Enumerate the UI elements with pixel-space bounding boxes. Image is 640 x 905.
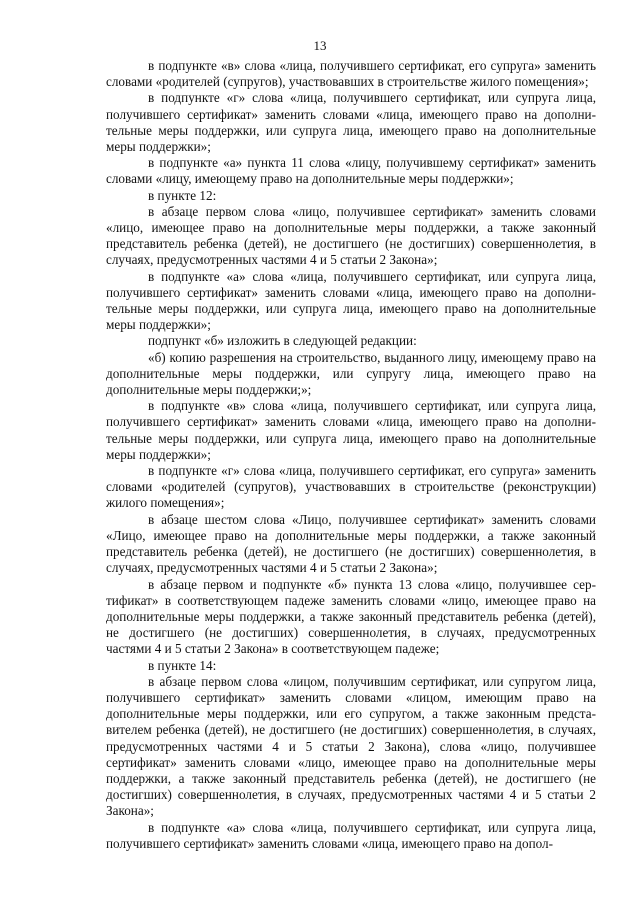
paragraph: в абзаце первом и подпункте «б» пункта 13 слова «лицо, получившее сертификат» в соответствующем падеже заменить словами «лицо, имеющее право на дополнительные меры поддержки, а также законный представитель ребенка (детей), не достигшего (не достигших) совершеннолетия, в случаях, предусмотренных частями 4 и 5 статьи 2 Закона» в соответствующем падеже; bbox=[106, 576, 596, 657]
page-number: 13 bbox=[313, 38, 327, 53]
paragraph: в подпункте «в» слова «лица, получившего сертификат, его супруга» заменить словами «родителей (супругов), участвовавших в строительстве жилого помещения»; bbox=[106, 58, 596, 90]
paragraph: в подпункте «а» слова «лица, получившего сертификат, или супруга лица, получившего сертификат» заменить словами «лица, имеющего право на допол- bbox=[106, 819, 596, 851]
paragraph: в подпункте «в» слова «лица, получившего сертификат, или супруга лица, получившего сертификат» заменить словами «лица, имеющего право на дополнительные меры поддержки, или супруга лица, имеющего право на дополнительные меры поддержки»; bbox=[106, 398, 596, 462]
paragraph: в пункте 14: bbox=[148, 657, 217, 673]
paragraph: в абзаце первом слова «лицо, получившее сертификат» заменить словами «лицо, имеющее право на дополнительные меры поддержки, а также законный представитель ребенка (детей), не достигшего (не достигших) совершеннолетия, в случаях, предусмотренных частями 4 и 5 статьи 2 Закона»; bbox=[106, 203, 596, 268]
paragraph: подпункт «б» изложить в следующей редакции: bbox=[148, 333, 417, 349]
paragraph: в пункте 12: bbox=[148, 187, 217, 203]
paragraph: в подпункте «а» слова «лица, получившего сертификат, или супруга лица, получившего сертификат» заменить словами «лица, имеющего право на дополнительные меры поддержки, или супруга лица, имеющего право на дополнительные меры поддержки»; bbox=[106, 268, 596, 333]
paragraph: в абзаце первом слова «лицом, получившим сертификат, или супругом лица, получившего сертификат» заменить словами «лицом, имеющим право на дополнительные меры поддержки, или его супругом, а также законным представителем ребенка (детей), не достигшего (не достигших) совершеннолетия, в случаях, предусмотренных частями 4 и 5 статьи 2 Закона), слова «лицо, получившее сертификат» заменить словами «лицо, имеющее право на дополнительные меры поддержки, а также законный представитель ребенка (детей), не достигшего (не достигших) совершеннолетия, в случаях, предусмотренных частями 4 и 5 статьи 2 Закона»; bbox=[106, 673, 596, 819]
paragraph: в подпункте «г» слова «лица, получившего сертификат, его супруга» заменить словами «родителей (супругов), участвовавших в строительстве (реконструкции) жилого помещения»; bbox=[106, 463, 596, 511]
paragraph: в абзаце шестом слова «Лицо, получившее сертификат» заменить словами «Лицо, имеющее право на дополнительные меры поддержки, а также законный представитель ребенка (детей), не достигшего (не достигших) совершеннолетия, в случаях, предусмотренных частями 4 и 5 статьи 2 Закона»; bbox=[106, 511, 596, 576]
paragraph: в подпункте «а» пункта 11 слова «лицу, получившему сертификат» заменить словами «лицу, имеющему право на дополнительные меры поддержки»; bbox=[106, 155, 596, 187]
paragraph: «б) копию разрешения на строительство, выданного лицу, имеющему право на дополнительные меры поддержки, или супругу лица, имеющего право на дополнительные меры поддержки;»; bbox=[106, 349, 596, 398]
paragraph: в подпункте «г» слова «лица, получившего сертификат, или супруга лица, получившего сертификат» заменить словами «лица, имеющего право на дополнительные меры поддержки, или супруга лица, имеющего право на дополнительные меры поддержки»; bbox=[106, 90, 596, 155]
document-body bbox=[106, 58, 596, 852]
